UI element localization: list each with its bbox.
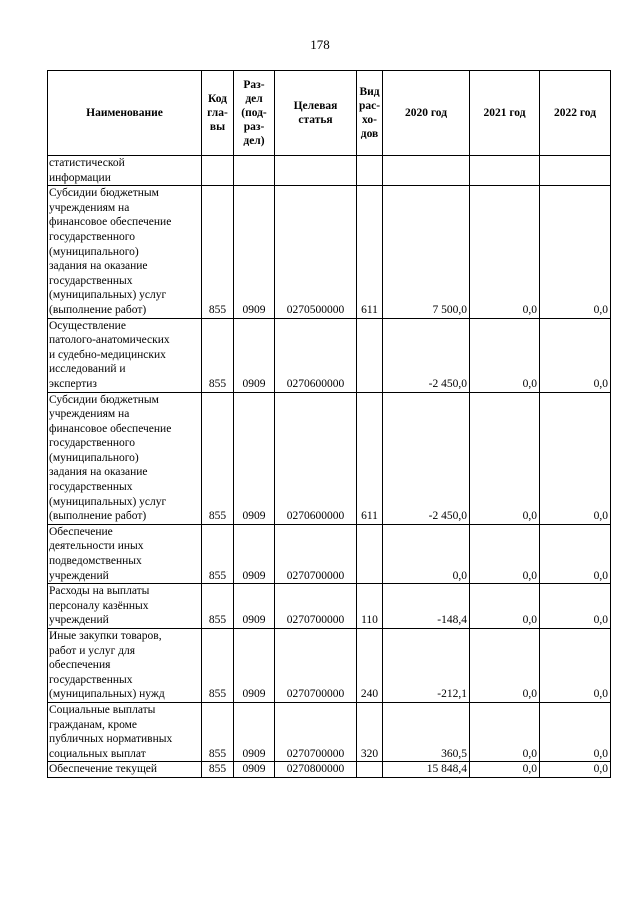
cell-code: 855 bbox=[202, 762, 234, 778]
cell-2022: 0,0 bbox=[540, 186, 611, 318]
cell-2020 bbox=[383, 156, 470, 186]
cell-target: 0270600000 bbox=[275, 318, 357, 392]
header-name: Наименование bbox=[48, 71, 202, 156]
header-2020: 2020 год bbox=[383, 71, 470, 156]
table-row bbox=[48, 702, 611, 761]
table-row bbox=[48, 156, 611, 186]
cell-2021: 0,0 bbox=[470, 702, 540, 761]
cell-name: Субсидии бюджетным учреждениям на финансовое обеспечение государственного (муниципального) задания на оказание государственных (муниципальных) услуг (выполнение работ) bbox=[48, 392, 202, 524]
cell-section: 0909 bbox=[234, 186, 275, 318]
cell-type bbox=[357, 156, 383, 186]
cell-type bbox=[357, 762, 383, 778]
cell-2020: -2 450,0 bbox=[383, 318, 470, 392]
cell-2020: 360,5 bbox=[383, 702, 470, 761]
cell-code: 855 bbox=[202, 318, 234, 392]
table-row bbox=[48, 318, 611, 392]
cell-name: Расходы на выплаты персоналу казённых учреждений bbox=[48, 584, 202, 629]
table-row bbox=[48, 629, 611, 703]
cell-code bbox=[202, 156, 234, 186]
cell-name: Осуществление патолого-анатомических и судебно-медицинских исследований и экспертиз bbox=[48, 318, 202, 392]
cell-section: 0909 bbox=[234, 629, 275, 703]
cell-target: 0270500000 bbox=[275, 186, 357, 318]
cell-section bbox=[234, 156, 275, 186]
cell-name: Обеспечение деятельности иных подведомственных учреждений bbox=[48, 524, 202, 583]
cell-name: статистической информации bbox=[48, 156, 202, 186]
cell-2021: 0,0 bbox=[470, 762, 540, 778]
header-2021: 2021 год bbox=[470, 71, 540, 156]
cell-2020: 15 848,4 bbox=[383, 762, 470, 778]
cell-2021: 0,0 bbox=[470, 629, 540, 703]
cell-2021: 0,0 bbox=[470, 186, 540, 318]
cell-type: 320 bbox=[357, 702, 383, 761]
cell-section: 0909 bbox=[234, 524, 275, 583]
table-row bbox=[48, 584, 611, 629]
table-body bbox=[48, 156, 611, 778]
cell-name: Обеспечение текущей bbox=[48, 762, 202, 778]
cell-code: 855 bbox=[202, 524, 234, 583]
cell-type: 110 bbox=[357, 584, 383, 629]
cell-2022: 0,0 bbox=[540, 702, 611, 761]
cell-2020: 7 500,0 bbox=[383, 186, 470, 318]
cell-2022: 0,0 bbox=[540, 318, 611, 392]
page-number: 178 bbox=[310, 37, 330, 52]
cell-section: 0909 bbox=[234, 318, 275, 392]
cell-2022: 0,0 bbox=[540, 524, 611, 583]
cell-section: 0909 bbox=[234, 762, 275, 778]
cell-2020: 0,0 bbox=[383, 524, 470, 583]
cell-type bbox=[357, 524, 383, 583]
budget-table bbox=[47, 70, 611, 778]
cell-target: 0270700000 bbox=[275, 584, 357, 629]
cell-2020: -212,1 bbox=[383, 629, 470, 703]
cell-section: 0909 bbox=[234, 392, 275, 524]
table-row bbox=[48, 186, 611, 318]
cell-code: 855 bbox=[202, 392, 234, 524]
cell-2022: 0,0 bbox=[540, 629, 611, 703]
cell-type: 611 bbox=[357, 186, 383, 318]
cell-code: 855 bbox=[202, 629, 234, 703]
cell-name: Субсидии бюджетным учреждениям на финансовое обеспечение государственного (муниципального) задания на оказание государственных (муниципальных) услуг (выполнение работ) bbox=[48, 186, 202, 318]
table-row bbox=[48, 392, 611, 524]
cell-target: 0270700000 bbox=[275, 629, 357, 703]
cell-name: Социальные выплаты гражданам, кроме публичных нормативных социальных выплат bbox=[48, 702, 202, 761]
cell-2021: 0,0 bbox=[470, 584, 540, 629]
header-section: Раз- дел (под- раз- дел) bbox=[234, 71, 275, 156]
cell-2021: 0,0 bbox=[470, 392, 540, 524]
cell-target bbox=[275, 156, 357, 186]
cell-target: 0270700000 bbox=[275, 524, 357, 583]
cell-section: 0909 bbox=[234, 702, 275, 761]
table-row bbox=[48, 762, 611, 778]
cell-2020: -148,4 bbox=[383, 584, 470, 629]
cell-2022: 0,0 bbox=[540, 762, 611, 778]
cell-2021: 0,0 bbox=[470, 524, 540, 583]
table-header-row bbox=[48, 71, 611, 156]
cell-2022: 0,0 bbox=[540, 584, 611, 629]
header-2022: 2022 год bbox=[540, 71, 611, 156]
cell-2021 bbox=[470, 156, 540, 186]
cell-2022 bbox=[540, 156, 611, 186]
cell-type bbox=[357, 318, 383, 392]
cell-code: 855 bbox=[202, 186, 234, 318]
cell-section: 0909 bbox=[234, 584, 275, 629]
header-code: Код гла- вы bbox=[202, 71, 234, 156]
cell-2021: 0,0 bbox=[470, 318, 540, 392]
cell-target: 0270600000 bbox=[275, 392, 357, 524]
cell-type: 611 bbox=[357, 392, 383, 524]
table-row bbox=[48, 524, 611, 583]
cell-name: Иные закупки товаров, работ и услуг для обеспечения государственных (муниципальных) нужд bbox=[48, 629, 202, 703]
cell-code: 855 bbox=[202, 702, 234, 761]
header-type: Вид рас- хо- дов bbox=[357, 71, 383, 156]
cell-2022: 0,0 bbox=[540, 392, 611, 524]
header-target: Целевая статья bbox=[275, 71, 357, 156]
cell-target: 0270800000 bbox=[275, 762, 357, 778]
cell-type: 240 bbox=[357, 629, 383, 703]
cell-target: 0270700000 bbox=[275, 702, 357, 761]
cell-2020: -2 450,0 bbox=[383, 392, 470, 524]
cell-code: 855 bbox=[202, 584, 234, 629]
